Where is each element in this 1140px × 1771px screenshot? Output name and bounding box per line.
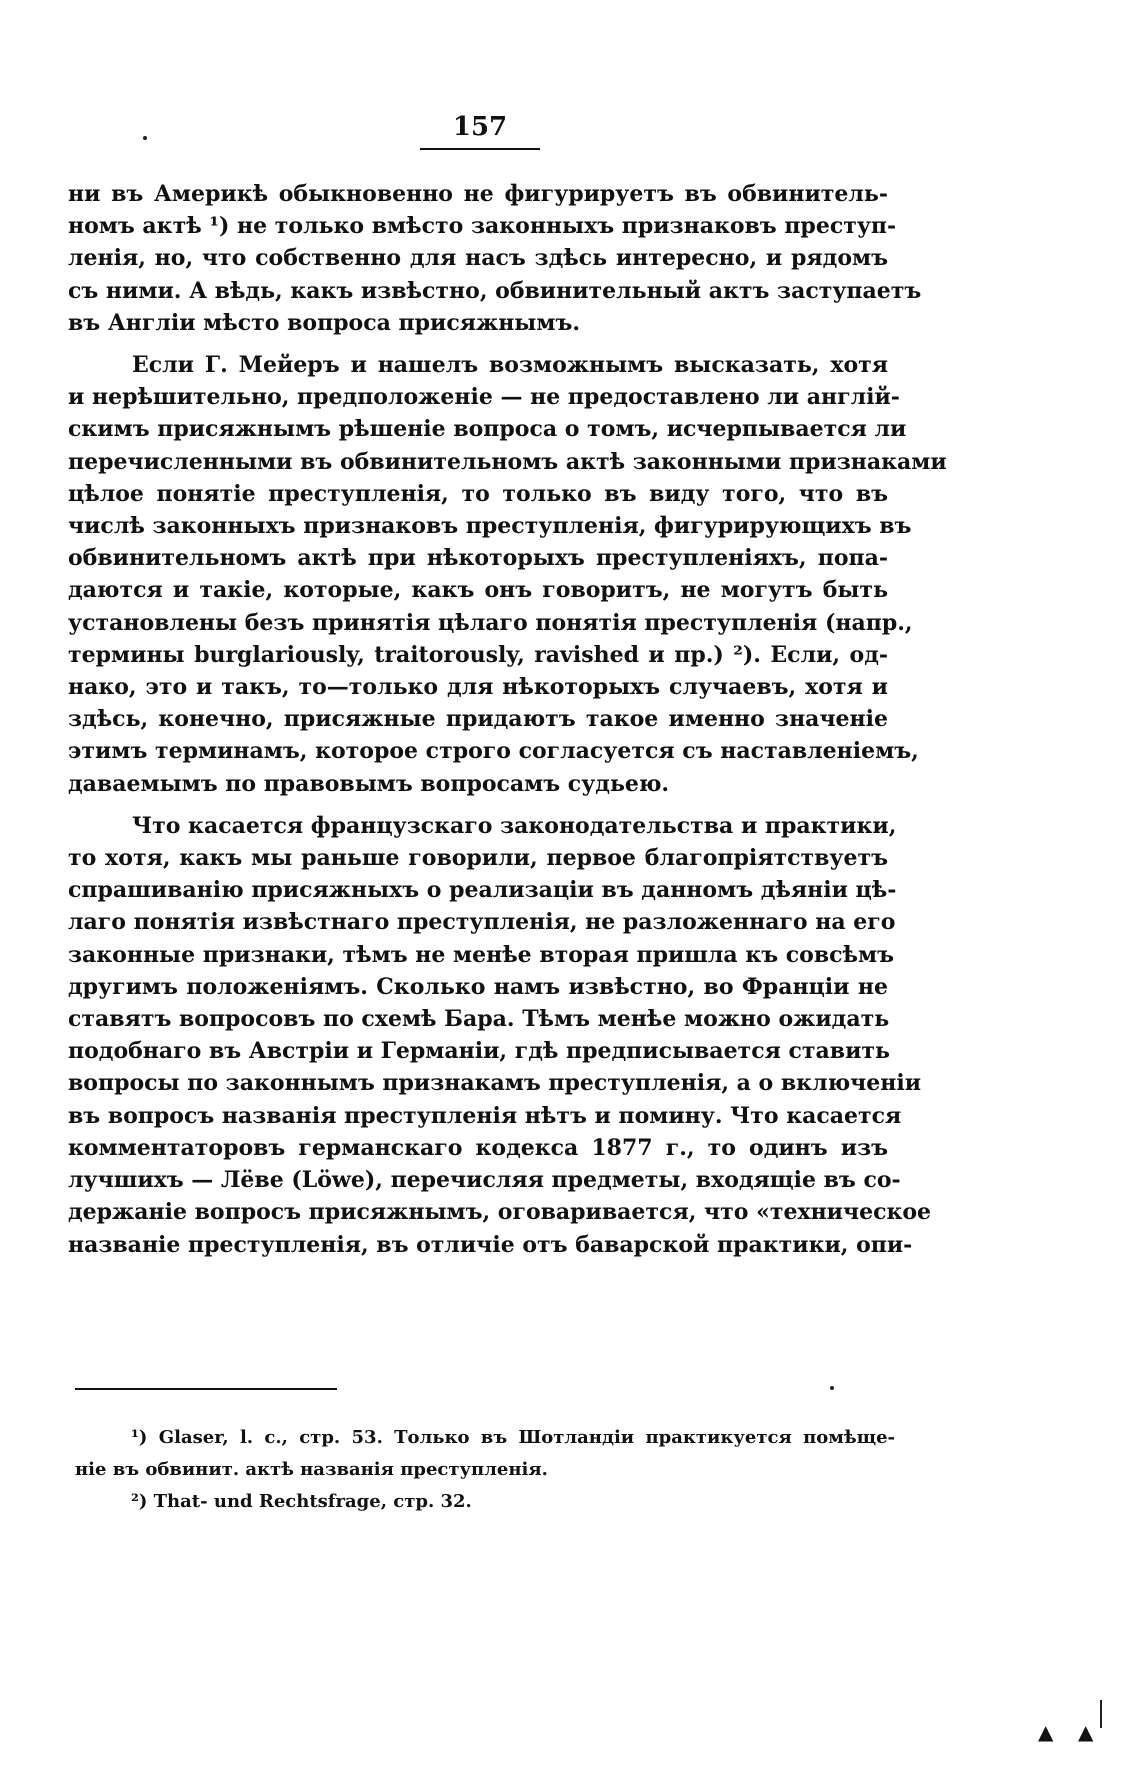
text-line: установлены безъ принятія цѣлаго понятія преступленія (напр.,: [68, 609, 913, 636]
text-line: ни въ Америкѣ обыкновенно не фигурируетъ въ обвинитель-: [68, 181, 888, 207]
scan-artifact: ▲: [1078, 1720, 1094, 1744]
text-line: ставятъ вопросовъ по схемѣ Бара. Тѣмъ менѣе можно ожидать: [68, 1006, 890, 1033]
footnote-line: ¹) Glaser, l. c., стр. 53. Только въ Шотландіи практикуется помѣще-: [131, 1427, 895, 1448]
text-line: въ вопросъ названія преступленія нѣтъ и помину. Что касается: [68, 1102, 902, 1129]
text-line: здѣсь, конечно, присяжные придаютъ такое именно значеніе: [68, 706, 888, 733]
footnote-2: [75, 1486, 895, 1518]
paragraph-2: [68, 349, 947, 800]
text-line: то хотя, какъ мы раньше говорили, первое благопріятствуетъ: [68, 845, 888, 872]
text-line: даваемымъ по правовымъ вопросамъ судьею.: [68, 770, 670, 797]
text-line: скимъ присяжнымъ рѣшеніе вопроса о томъ, исчерпывается ли: [68, 416, 907, 443]
text-line: номъ актѣ ¹) не только вмѣсто законныхъ признаковъ преступ-: [68, 213, 897, 240]
speck: [143, 136, 147, 140]
text-line: съ ними. А вѣдь, какъ извѣстно, обвинительный актъ заступаетъ: [68, 277, 922, 304]
text-line: въ Англіи мѣсто вопроса присяжнымъ.: [68, 309, 581, 336]
footnote-separator: [75, 1388, 337, 1390]
scan-artifact: ▲: [1038, 1720, 1054, 1744]
paragraph-3: [68, 810, 932, 1261]
text-line: нако, это и такъ, то—только для нѣкоторыхъ случаевъ, хотя и: [68, 674, 888, 701]
page-number: 157: [452, 112, 508, 142]
text-line: числѣ законныхъ признаковъ преступленія, фигурирующихъ въ: [68, 513, 912, 540]
text-line: законные признаки, тѣмъ не менѣе вторая пришла къ совсѣмъ: [68, 941, 894, 968]
footnote-line: ²) That- und Rechtsfrage, стр. 32.: [131, 1491, 472, 1512]
text-line: вопросы по законнымъ признакамъ преступленія, а о включеніи: [68, 1070, 922, 1097]
text-line: даются и такіе, которые, какъ онъ говоритъ, не могутъ быть: [68, 577, 888, 604]
footnotes: [75, 1422, 895, 1518]
footnote-line: ніе въ обвинит. актѣ названія преступленія.: [75, 1459, 548, 1480]
text-line: лаго понятія извѣстнаго преступленія, не разложеннаго на его: [68, 909, 896, 936]
text-line: обвинительномъ актѣ при нѣкоторыхъ преступленіяхъ, попа-: [68, 545, 888, 572]
text-line: другимъ положеніямъ. Сколько намъ извѣстно, во Франціи не: [68, 973, 888, 1000]
text-line: и нерѣшительно, предположеніе — не предоставлено ли англій-: [68, 384, 900, 411]
text-line: ленія, но, что собственно для насъ здѣсь интересно, и рядомъ: [68, 245, 888, 272]
scan-artifact: [1100, 1700, 1102, 1728]
page-number-rule: [420, 148, 540, 150]
text-line: подобнаго въ Австріи и Германіи, гдѣ предписывается ставить: [68, 1038, 890, 1065]
speck: [830, 1386, 834, 1390]
text-line: комментаторовъ германскаго кодекса 1877 г., то одинъ изъ: [68, 1134, 888, 1161]
text-line: Что касается французскаго законодательства и практики,: [132, 812, 897, 839]
text-line: термины burglariously, traitorously, ravished и пр.) ²). Если, од-: [68, 641, 888, 668]
text-line: перечисленными въ обвинительномъ актѣ законными признаками: [68, 448, 947, 475]
paragraph-1: [68, 178, 922, 339]
text-line: этимъ терминамъ, которое строго согласуется съ наставленіемъ,: [68, 738, 919, 765]
text-line: лучшихъ — Лёве (Löwe), перечисляя предметы, входящіе въ со-: [68, 1167, 901, 1194]
text-line: цѣлое понятіе преступленія, то только въ виду того, что въ: [68, 480, 888, 507]
main-text: [68, 178, 947, 1271]
text-line: названіе преступленія, въ отличіе отъ баварской практики, опи-: [68, 1231, 913, 1258]
footnote-1: [75, 1422, 895, 1486]
text-line: спрашиванію присяжныхъ о реализаціи въ данномъ дѣяніи цѣ-: [68, 877, 897, 904]
text-line: держаніе вопросъ присяжнымъ, оговаривается, что «техническое: [68, 1199, 932, 1226]
text-line: Если Г. Мейеръ и нашелъ возможнымъ высказать, хотя: [132, 352, 888, 379]
